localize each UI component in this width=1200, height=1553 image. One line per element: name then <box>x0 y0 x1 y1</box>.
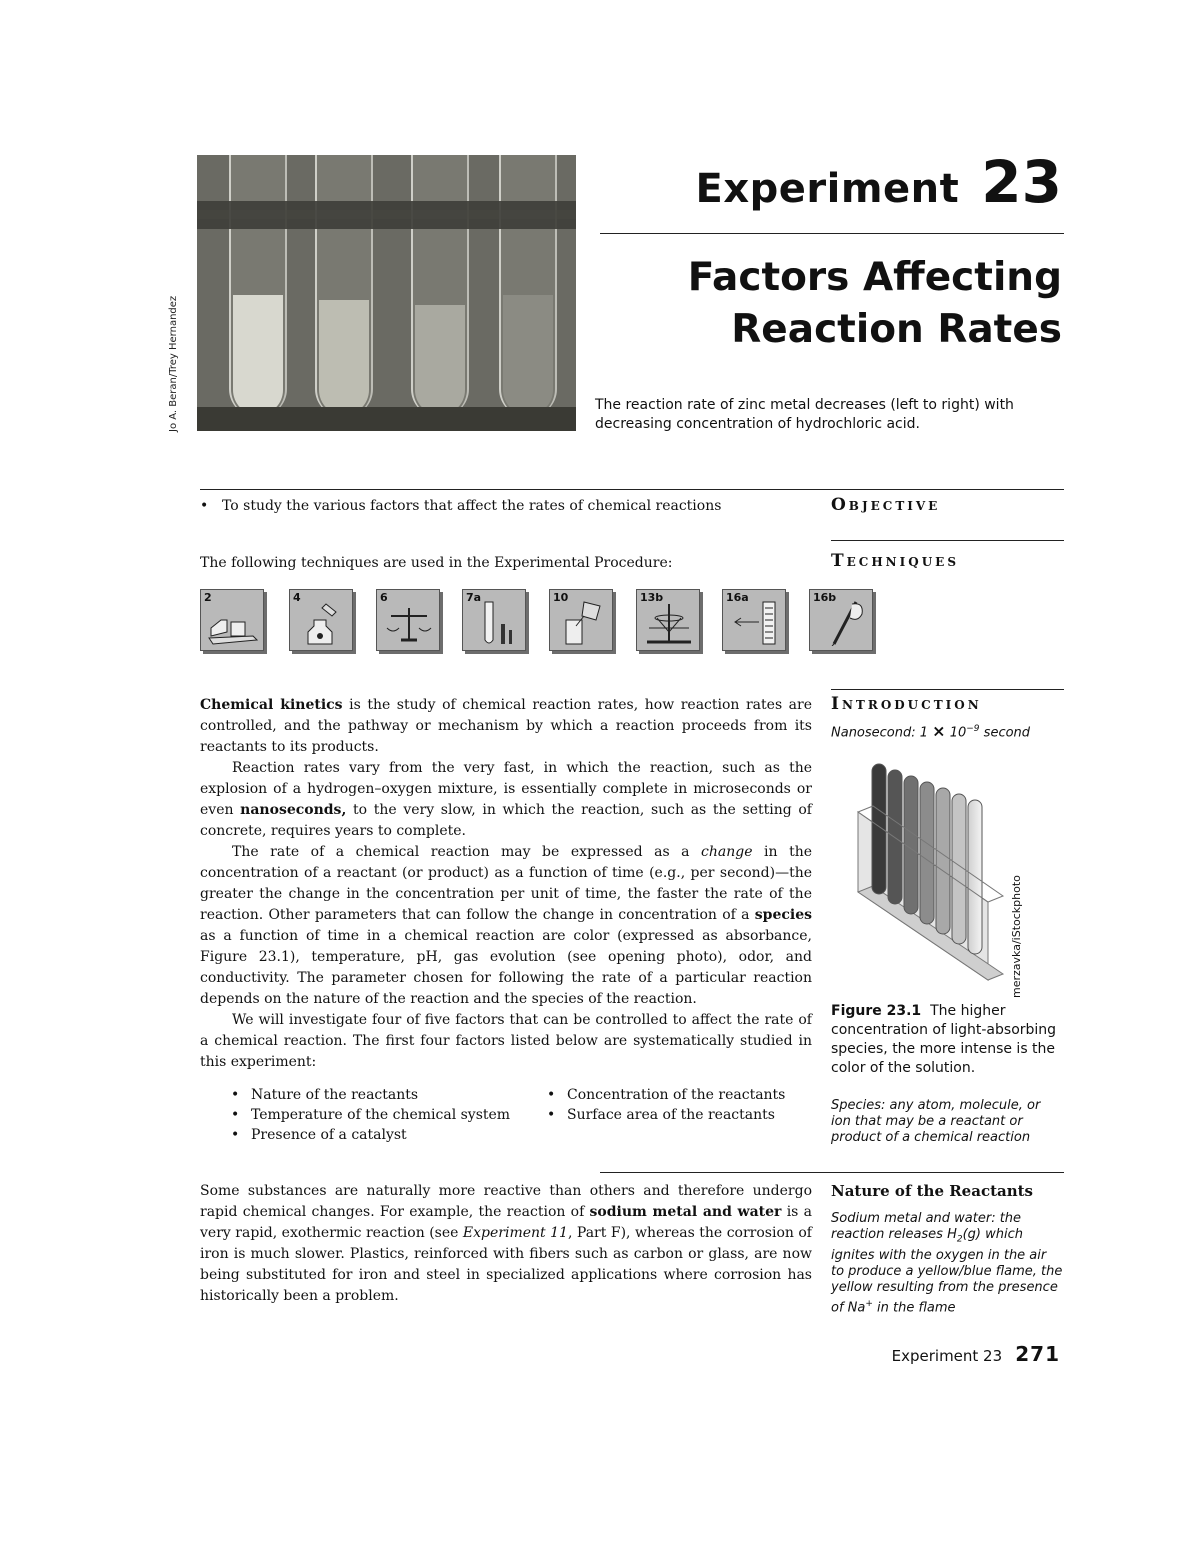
technique-label: 16a <box>726 591 749 604</box>
intro-paragraph-2-end: to the very slow, in which the reaction, such as the setting of concrete, requires years to complete. <box>200 802 812 839</box>
intro-paragraph-3 <box>200 842 812 1010</box>
figure-test-tube-rack-image <box>838 752 1008 992</box>
nature-heading: Nature of the Reactants <box>831 1182 1034 1200</box>
opening-photo <box>197 155 576 431</box>
list-item: • Temperature of the chemical system <box>229 1105 539 1125</box>
species-note: Species: any atom, molecule, or ion that may be a reactant or product of a chemical reaction <box>831 1098 1041 1145</box>
objective-heading: Objective <box>831 495 941 515</box>
graduated-cylinder-icon <box>722 589 786 651</box>
nature-paragraph <box>200 1181 812 1307</box>
sodium-note-superscript: + <box>865 1298 873 1309</box>
sodium-note-c: in the flame <box>872 1299 956 1315</box>
photo-credit: Jo A. Beran/Trey Hernandez <box>168 295 179 432</box>
intro-paragraph-1-text: is the study of chemical reaction rates, how reaction rates are controlled, and the pathway or mechanism by which a reaction proceeds from its reactants to its products. <box>200 697 813 755</box>
intro-paragraph-3-end: as a function of time in a chemical reaction are color (expressed as absorbance, Figure 23.1), temperature, pH, gas evolution (see opening photo), odor, and conductivity. The parameter chosen for following the rate of a particular reaction depends on the nature of the reaction and the species of the reaction. <box>200 928 812 1007</box>
figure-caption <box>831 1002 1061 1078</box>
nanosecond-note-exponent: −9 <box>966 724 980 734</box>
intro-paragraph-2 <box>200 758 812 842</box>
intro-paragraph-4: We will investigate four of five factors that can be controlled to affect the rate of a chemical reaction. The first four factors listed below are systematically studied in this experiment: <box>200 1012 812 1070</box>
page-footer <box>892 1342 1060 1366</box>
introduction-rule <box>831 689 1064 690</box>
techniques-heading: Techniques <box>831 551 959 571</box>
technique-label: 4 <box>293 591 301 604</box>
nanosecond-note-base: 10 <box>945 725 967 741</box>
introduction-heading: Introduction <box>831 694 982 714</box>
balance-icon <box>376 589 440 651</box>
nanosecond-note-prefix: Nanosecond: 1 <box>831 725 933 741</box>
list-item: • Concentration of the reactants <box>545 1085 815 1105</box>
techniques-rule <box>831 540 1064 541</box>
experiment-word: Experiment <box>695 166 960 212</box>
introduction-body <box>200 695 812 1073</box>
techniques-intro: The following techniques are used in the Experimental Procedure: <box>200 555 673 571</box>
intro-paragraph-2-start: Reaction rates vary from the very fast, in which the reaction, such as the explosion of a hydrogen–oxygen mixture, is essentially complete in microseconds or even <box>200 760 812 818</box>
experiment-heading <box>600 148 1062 216</box>
sodium-note-subscript: 2 <box>956 1234 963 1245</box>
nature-paragraph-end: , Part F), whereas the corrosion of iron is much slower. Plastics, reinforced with fibers such as carbon or glass, are now being substituted for iron and steel in specialized applications where corrosion has historically been a problem. <box>200 1225 812 1304</box>
term-species: species <box>754 907 812 923</box>
nature-rule <box>600 1172 1064 1173</box>
intro-paragraph-3-mid: in the concentration of a reactant (or product) as a function of time (e.g., per second)—the greater the change in the concentration per unit of time, the faster the rate of the reaction. Other parameters that can follow the change in concentration of a <box>200 844 812 923</box>
factors-list-left <box>229 1085 539 1145</box>
photo-caption: The reaction rate of zinc metal decreases (left to right) with decreasing concentration of hydrochloric acid. <box>595 397 1014 432</box>
page-title-line2: Reaction Rates <box>731 307 1062 352</box>
sodium-note-b: (g) which ignites with the oxygen in the air to produce a yellow/blue flame, the yellow resulting from the presence of Na <box>831 1227 1063 1315</box>
times-symbol: × <box>932 721 946 741</box>
technique-label: 13b <box>640 591 664 604</box>
list-item: • Presence of a catalyst <box>229 1125 539 1145</box>
objective-text: To study the various factors that affect the rates of chemical reactions <box>222 498 722 514</box>
footer-label: Experiment 23 <box>891 1347 1003 1365</box>
term-chemical-kinetics: Chemical kinetics <box>200 697 343 713</box>
sodium-note-a: Sodium metal and water: the reaction releases H <box>831 1211 1022 1242</box>
list-item: • Surface area of the reactants <box>545 1105 815 1125</box>
experiment-reference: Experiment 11 <box>462 1225 568 1241</box>
figure-credit: merzavka/iStockphoto <box>1010 875 1023 998</box>
test-tube-icon <box>462 589 526 651</box>
reagent-dispensing-icon <box>200 589 264 651</box>
nanosecond-note <box>831 721 1061 741</box>
nature-paragraph-start: Some substances are naturally more reactive than others and therefore undergo rapid chemical changes. For example, the reaction of <box>200 1183 812 1220</box>
technique-label: 16b <box>813 591 837 604</box>
ring-stand-icon <box>636 589 700 651</box>
figure-label: Figure 23.1 <box>831 1003 922 1019</box>
reagent-bottle-icon <box>289 589 353 651</box>
objective-rule <box>200 489 1064 490</box>
intro-paragraph-3-start: The rate of a chemical reaction may be expressed as a <box>232 844 702 860</box>
term-nanoseconds: nanoseconds, <box>240 802 347 818</box>
title-rule <box>600 233 1064 234</box>
nanosecond-note-suffix: second <box>979 725 1031 741</box>
technique-label: 10 <box>553 591 569 604</box>
nature-paragraph-mid: is a very rapid, exothermic reaction (see <box>200 1204 812 1241</box>
technique-label: 2 <box>204 591 212 604</box>
intro-paragraph-1 <box>200 695 812 758</box>
beaker-pour-icon <box>549 589 613 651</box>
page-title-line1: Factors Affecting <box>687 255 1062 300</box>
page-number: 271 <box>1015 1342 1060 1366</box>
technique-label: 7a <box>466 591 482 604</box>
term-sodium-metal-water: sodium metal and water <box>589 1204 782 1220</box>
figure-caption-text: The higher concentration of light-absorbing species, the more intense is the color of the solution. <box>831 1003 1057 1076</box>
list-item: • Nature of the reactants <box>229 1085 539 1105</box>
pipet-icon <box>809 589 873 651</box>
factors-list-right <box>545 1085 815 1125</box>
technique-label: 6 <box>380 591 388 604</box>
term-change: change <box>701 844 753 860</box>
objective-bullet: • To study the various factors that affect the rates of chemical reactions <box>200 498 722 514</box>
sodium-note <box>831 1211 1063 1316</box>
experiment-number: 23 <box>981 148 1062 216</box>
